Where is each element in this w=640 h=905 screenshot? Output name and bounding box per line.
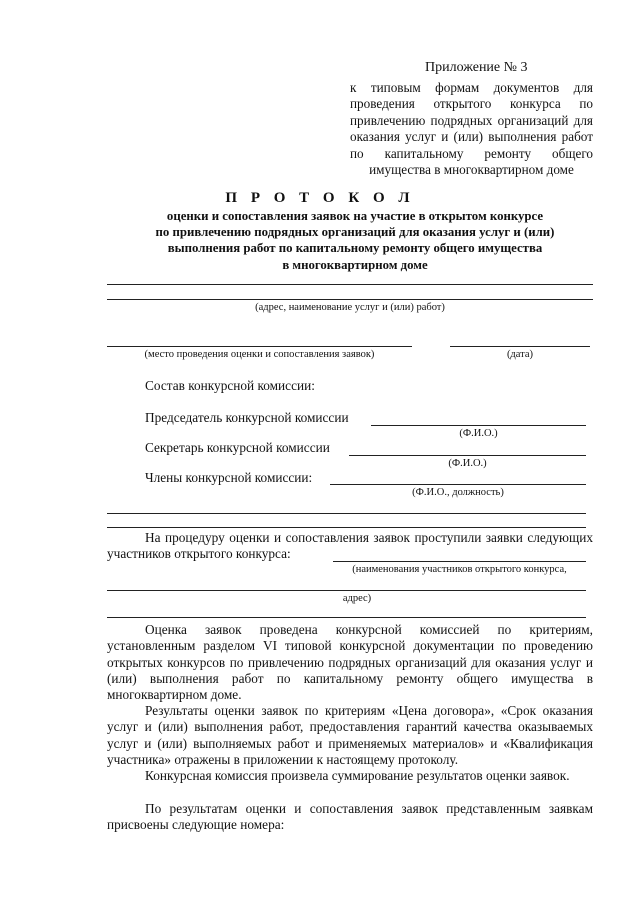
- address-caption: (адрес, наименование услуг и (или) работ): [255, 302, 445, 313]
- place-line: [107, 346, 412, 347]
- chair-caption: (Ф.И.О.): [459, 428, 498, 439]
- subtitle-line-3: выполнения работ по капитальному ремонту общего имущества: [167, 241, 543, 256]
- chair-line: [371, 425, 586, 426]
- chair-label: Председатель конкурсной комиссии: [145, 410, 349, 425]
- commission-composition: Состав конкурсной комиссии:: [145, 378, 315, 393]
- subtitle-line-1: оценки и сопоставления заявок на участие в открытом конкурсе: [166, 209, 544, 223]
- date-line: [450, 346, 590, 347]
- members-caption: (Ф.И.О., должность): [412, 487, 504, 498]
- participants-line-1: [333, 561, 586, 562]
- evaluation-paragraph: Оценка заявок проведена конкурсной комиссией по критериям, установленным разделом VI типовой конкурсной документации по проведению открытых конкурсов по привлечению подрядных организаций для оказания услуг и (или) выполнения работ по капитальному ремонту общего имущества в многоквартирном доме.: [107, 622, 593, 703]
- date-caption: (дата): [506, 349, 534, 360]
- numbering-paragraph: По результатам оценки и сопоставления заявок представленным заявкам присвоены следующие номера:: [107, 801, 593, 833]
- participants-caption: (наименования участников открытого конкурса,: [352, 564, 567, 575]
- place-caption: (место проведения оценки и сопоставления заявок): [144, 349, 375, 360]
- subtitle-line-4: в многоквартирном доме: [282, 257, 428, 272]
- participants-address-caption: адрес): [342, 593, 372, 604]
- results-paragraph: Результаты оценки заявок по критериям «Цена договора», «Срок оказания услуг и (или) выполнения работ, предоставления гарантий качества оказываемых услуг и (или) выполняемых работ и применяемых материалов» и «Квалификация участника» отражены в приложении к настоящему протоколу.: [107, 703, 593, 767]
- summation-paragraph: Конкурсная комиссия произвела суммирование результатов оценки заявок.: [145, 768, 570, 783]
- appendix-title: Приложение № 3: [425, 60, 528, 75]
- members-line: [330, 484, 586, 485]
- secretary-label: Секретарь конкурсной комиссии: [145, 440, 330, 455]
- address-line-1: [107, 284, 593, 285]
- participants-line-2: [107, 590, 586, 591]
- members-line-2: [107, 513, 586, 514]
- secretary-caption: (Ф.И.О.): [448, 458, 487, 469]
- appendix-note: к типовым формам документов для проведения открытого конкурса по привлечению подрядных организаций для оказания услуг и (или) выполнения работ по капитальному ремонту общего имущества в многоквартирном доме: [350, 80, 593, 178]
- members-line-3: [107, 527, 586, 528]
- secretary-line: [349, 455, 586, 456]
- address-line-2: [107, 299, 593, 300]
- protocol-title: П Р О Т О К О Л: [225, 190, 415, 206]
- protocol-subtitle: [120, 208, 590, 273]
- members-label: Члены конкурсной комиссии:: [145, 470, 313, 485]
- participants-line-3: [107, 617, 586, 618]
- applications-intro: На процедуру оценки и сопоставления заявок проступили заявки следующих участников открытого конкурса:: [107, 530, 593, 562]
- subtitle-line-2: по привлечению подрядных организаций для оказания услуг и (или): [155, 225, 555, 240]
